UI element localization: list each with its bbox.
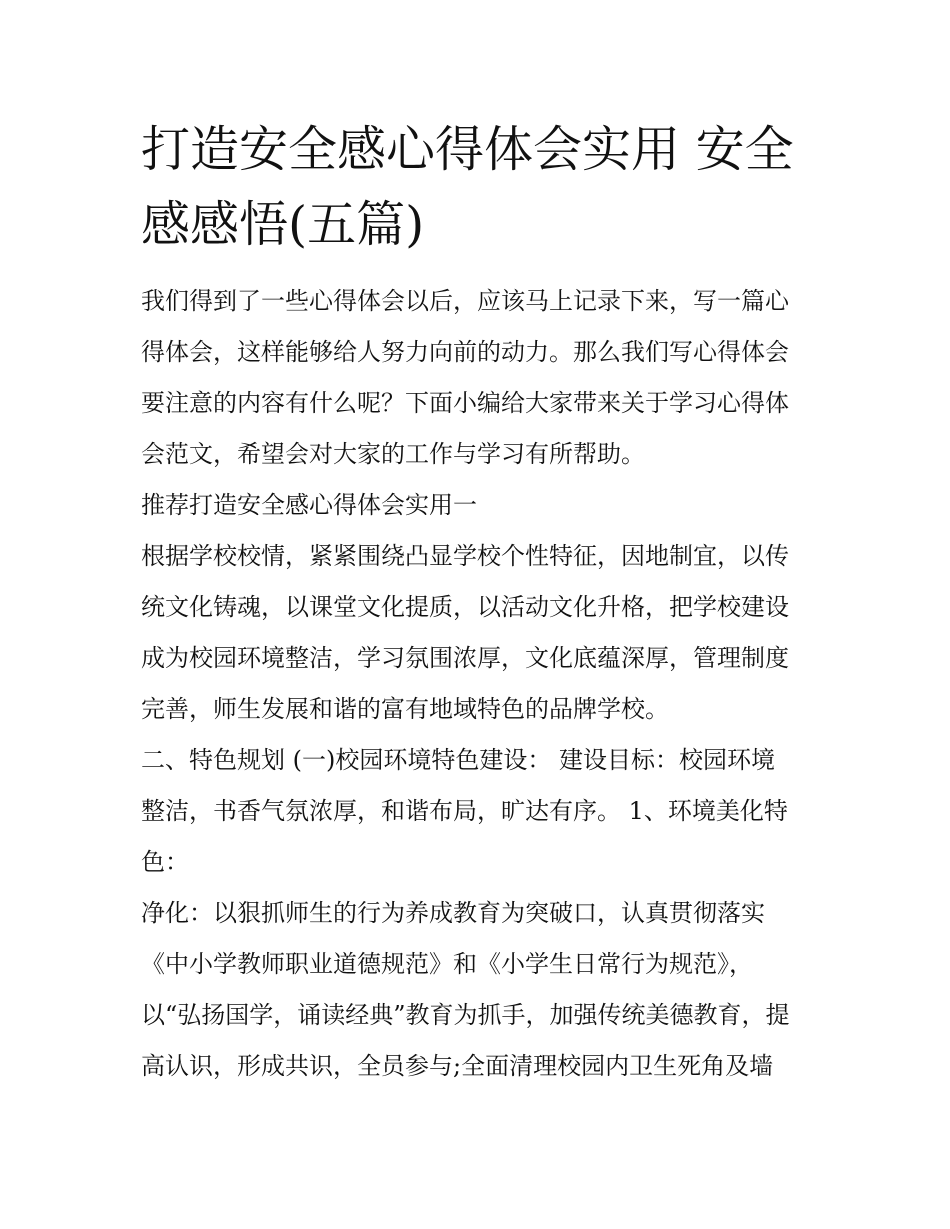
body-line: 成为校园环境整洁，学习氛围浓厚，文化底蕴深厚，管理制度 [141,644,789,672]
section-heading: 推荐打造安全感心得体会实用一 [141,491,477,519]
document-body [141,276,831,1092]
body-line: 要注意的内容有什么呢？下面小编给大家带来关于学习心得体 [141,389,789,417]
body-line: 二、特色规划 (一)校园环境特色建设： 建设目标：校园环境 [141,746,775,774]
body-line: 完善，师生发展和谐的富有地域特色的品牌学校。 [141,695,669,723]
body-line: 《中小学教师职业道德规范》和《小学生日常行为规范》， [141,950,753,978]
body-line: 高认识，形成共识，全员参与;全面清理校园内卫生死角及墙 [141,1052,774,1080]
body-line: 以“弘扬国学，诵读经典”教育为抓手，加强传统美德教育，提 [141,1001,790,1029]
body-line: 会范文，希望会对大家的工作与学习有所帮助。 [141,440,645,468]
title-line-2: 感感悟(五篇) [141,196,425,253]
document-title [141,112,821,262]
body-line: 净化：以狠抓师生的行为养成教育为突破口，认真贯彻落实 [141,899,765,927]
title-line-1: 打造安全感心得体会实用 安全 [141,121,794,178]
body-line: 统文化铸魂，以课堂文化提质，以活动文化升格，把学校建设 [141,593,789,621]
body-line: 根据学校校情，紧紧围绕凸显学校个性特征，因地制宜，以传 [141,542,789,570]
body-line: 我们得到了一些心得体会以后，应该马上记录下来，写一篇心 [141,287,789,315]
body-line: 整洁，书香气氛浓厚，和谐布局，旷达有序。 1、环境美化特 [141,797,788,825]
body-line: 得体会，这样能够给人努力向前的动力。那么我们写心得体会 [141,338,789,366]
body-line: 色： [141,848,189,876]
